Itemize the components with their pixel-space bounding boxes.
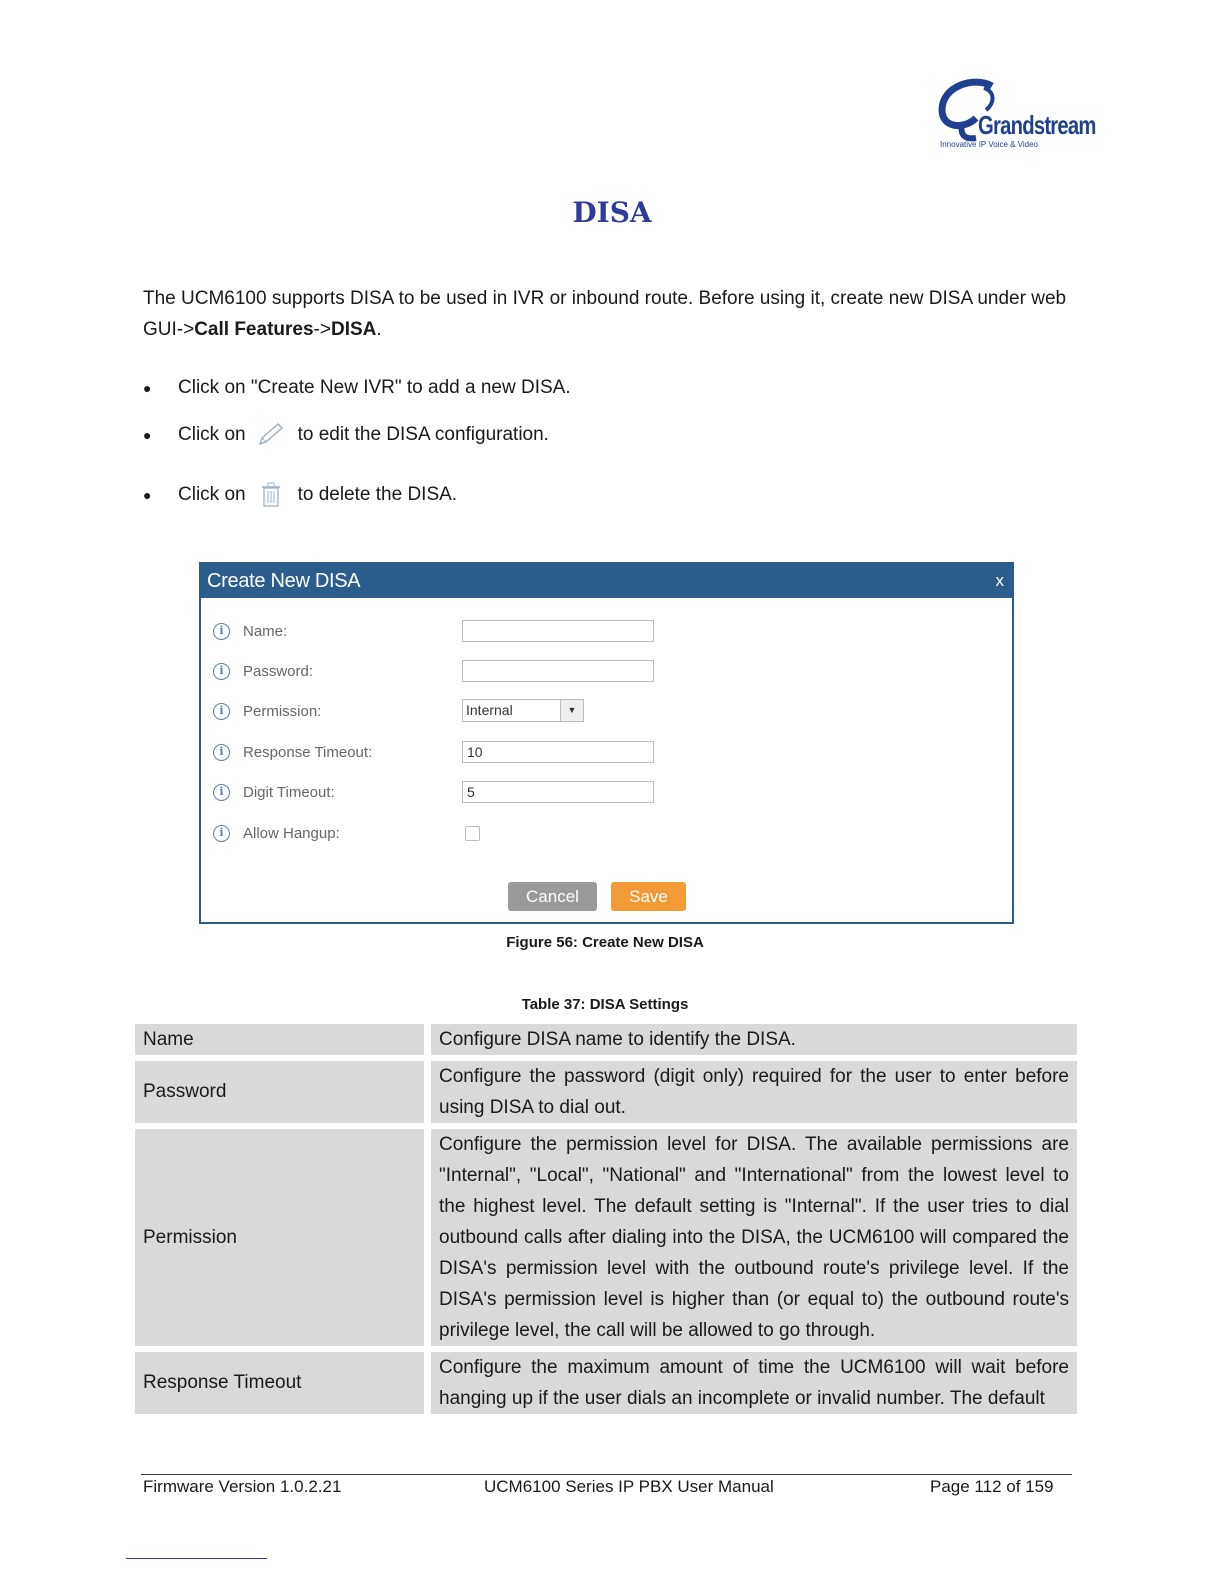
info-icon: i [213, 623, 230, 640]
logo-tagline: Innovative IP Voice & Video [940, 140, 1038, 149]
name-input[interactable] [462, 620, 654, 642]
disa-settings-table [135, 1024, 1077, 1420]
figure-caption: Figure 56: Create New DISA [506, 934, 704, 951]
intro-separator: -> [313, 319, 331, 340]
digit-timeout-label: Digit Timeout: [243, 783, 335, 801]
intro-text: The UCM6100 supports DISA to be used in IVR or inbound route. Before using it, create new DISA under web GUI-> [143, 288, 1067, 340]
bullet-suffix: to edit the DISA configuration. [297, 424, 549, 445]
dialog-header [201, 564, 1012, 598]
bullet-delete [143, 482, 457, 508]
name-label: Name: [243, 622, 288, 640]
dialog-title: Create New DISA [207, 569, 361, 592]
bullet-prefix: Click on [178, 424, 246, 445]
bullet-dot: ● [143, 487, 152, 503]
intro-end: . [376, 319, 382, 340]
table-row [135, 1129, 1077, 1346]
info-icon: i [213, 784, 230, 801]
response-timeout-label: Response Timeout: [243, 743, 373, 761]
bullet-dot: ● [143, 427, 152, 443]
bullet-prefix: Click on [178, 484, 246, 505]
footer-page-number: Page 112 of 159 [930, 1477, 1054, 1496]
digit-timeout-input[interactable]: 5 [462, 781, 654, 803]
bullet-text: Click on "Create New IVR" to add a new DISA. [178, 377, 571, 398]
table-value: Configure DISA name to identify the DISA. [431, 1024, 1077, 1055]
intro-paragraph [143, 283, 1078, 345]
table-row [135, 1061, 1077, 1123]
allow-hangup-label: Allow Hangup: [243, 824, 340, 842]
save-button[interactable]: Save [611, 882, 686, 911]
intro-bold-call-features: Call Features [194, 319, 314, 340]
table-value: Configure the permission level for DISA. The available permissions are "Internal", "Local", "National" and "International" from the lowest level to the highest level. The default setting is "Internal". If the user tries to dial outbound calls after dialing into the DISA, the UCM6100 will compared the DISA's permission level with the outbound route's privilege level. If the DISA's permission level is higher than (or equal to) the outbound route's privilege level, the call will be allowed to go through. [431, 1129, 1077, 1346]
logo-wordmark: Grandstream [978, 110, 1096, 140]
table-row [135, 1024, 1077, 1055]
password-row [213, 658, 313, 684]
edit-pencil-icon [256, 422, 286, 448]
bullet-suffix: to delete the DISA. [297, 484, 458, 505]
permission-label: Permission: [243, 702, 322, 720]
table-key: Response Timeout [135, 1352, 424, 1414]
password-label: Password: [243, 662, 314, 680]
allow-hangup-checkbox[interactable] [465, 826, 480, 841]
close-icon[interactable]: x [995, 571, 1004, 590]
table-row [135, 1352, 1077, 1414]
response-timeout-input[interactable]: 10 [462, 741, 654, 763]
table-key: Permission [135, 1129, 424, 1346]
footer-manual-title: UCM6100 Series IP PBX User Manual [484, 1477, 774, 1496]
info-icon: i [213, 825, 230, 842]
page-footer [141, 1474, 1072, 1496]
table-key: Name [135, 1024, 424, 1055]
digit-timeout-row [213, 779, 335, 805]
trash-icon [256, 482, 286, 508]
password-input[interactable] [462, 660, 654, 682]
page-title: DISA [572, 196, 652, 229]
chevron-down-icon[interactable]: ▼ [560, 700, 583, 721]
intro-bold-disa: DISA [330, 319, 377, 340]
permission-row [213, 698, 321, 724]
bullet-edit [143, 422, 549, 448]
grandstream-logo [930, 78, 1096, 158]
info-icon: i [213, 744, 230, 761]
table-caption: Table 37: DISA Settings [521, 996, 689, 1013]
response-timeout-row [213, 739, 372, 765]
cancel-button[interactable]: Cancel [508, 882, 597, 911]
footer-firmware: Firmware Version 1.0.2.21 [143, 1477, 342, 1496]
bullet-dot: ● [143, 380, 152, 396]
info-icon: i [213, 663, 230, 680]
info-icon: i [213, 703, 230, 720]
table-value: Configure the password (digit only) required for the user to enter before using DISA to dial out. [431, 1061, 1077, 1123]
allow-hangup-row [213, 820, 340, 846]
footer-divider [126, 1558, 267, 1559]
table-value: Configure the maximum amount of time the UCM6100 will wait before hanging up if the user dials an incomplete or invalid number. The default [431, 1352, 1077, 1414]
table-key: Password [135, 1061, 424, 1123]
create-disa-dialog [199, 562, 1014, 924]
name-row [213, 618, 287, 644]
permission-selected-value: Internal [466, 702, 513, 718]
bullet-create [143, 377, 571, 399]
permission-select[interactable] [462, 699, 584, 722]
